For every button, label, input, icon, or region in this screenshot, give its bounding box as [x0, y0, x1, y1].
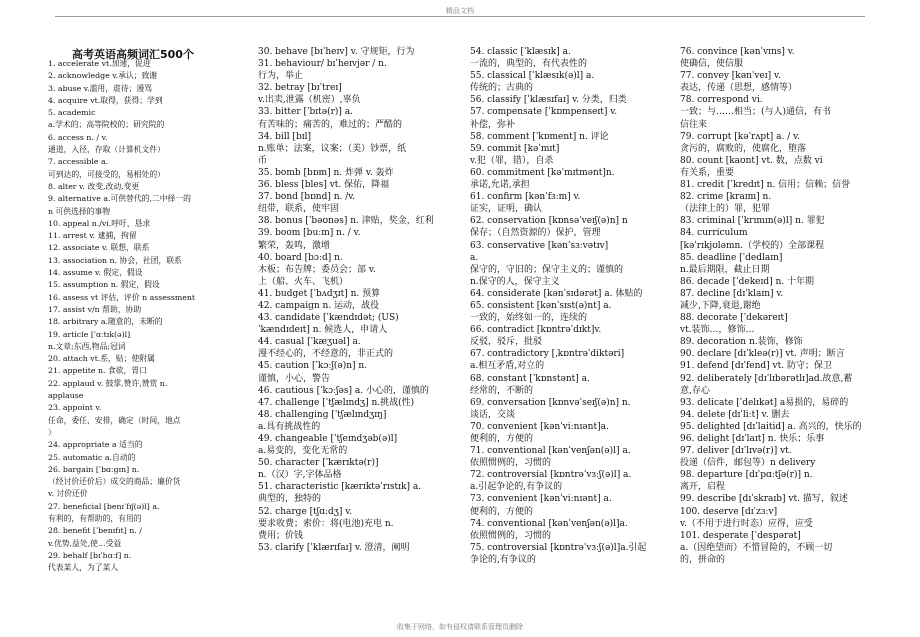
entry-gloss-line: 贪污的，腐败的，使腐化，堕落 — [680, 143, 807, 154]
vocab-entry: 24. appropriate a 适当的 — [48, 440, 143, 450]
vocab-entry: 20. attach vt.系，贴；使附属 — [48, 354, 155, 364]
vocab-entry: 17. assist v/n 帮助，协助 — [48, 304, 142, 314]
vocab-entry: 43. candidate [ˈkændɪdət; (US) — [258, 313, 399, 324]
vocab-entry: 70. convenient [kənˈviːnɪənt]a. — [470, 421, 609, 432]
entry-gloss-line: 离开，启程 — [680, 482, 726, 493]
entry-gloss-line: a.（因绝望而）不惜冒险的，不顾一切 — [680, 542, 833, 553]
entry-gloss-line: 通道，入径，存取（计算机文件） — [48, 145, 165, 155]
vocab-entry: 6. access n. / v. — [48, 132, 108, 142]
vocab-entry: 23. appoint v. — [48, 403, 102, 413]
entry-gloss-line: 反驳，驳斥，批驳 — [470, 337, 543, 348]
entry-gloss-line: a.具有挑战性的 — [258, 421, 321, 432]
vocab-entry: 100. deserve [dɪˈzɜːv] — [680, 506, 778, 517]
entry-gloss-line: 有关系，重要 — [680, 167, 735, 178]
entry-gloss-line: 币 — [258, 155, 268, 166]
entry-gloss-line: n.（汉）字,字体品格 — [258, 470, 342, 481]
entry-gloss-line: 便利的，方便的 — [470, 434, 534, 444]
vocab-entry: 27. beneficial [benɪˈfɪʃ(ə)l] a. — [48, 501, 160, 511]
entry-gloss-line: a.引起争论的,有争议的 — [470, 482, 563, 493]
vocab-entry: 62. conservation [kɒnsəˈveɪʃ(ə)n] n — [470, 216, 628, 227]
vocab-entry: 53. clarify [ˈklærɪfaɪ] v. 澄清，阐明 — [258, 542, 410, 553]
vocab-entry: 55. classical [ˈklæsɪk(ə)l] a. — [470, 71, 595, 82]
entry-gloss-line: v.（不用于进行时态）应得，应受 — [680, 518, 813, 529]
entry-gloss-line: 使确信，使信服 — [680, 59, 744, 70]
vocab-entry: 63. conservative [kənˈsɜːvətɪv] — [470, 240, 609, 251]
entry-gloss-line: 有苦味的；痛苦的，难过的；严酷的 — [258, 119, 403, 130]
entry-gloss-line: （法律上的）罪，犯罪 — [680, 204, 771, 215]
vocab-entry: 34. bill [bɪl] — [258, 131, 311, 142]
entry-gloss-line: 减少,下降,衰退,谢绝 — [680, 300, 761, 311]
entry-gloss-line: 一流的，典型的，有代表性的 — [470, 59, 588, 70]
vocab-entry: 48. challenging [ˈtʃælɪndʒɪŋ] — [258, 409, 387, 420]
page-header: 精品文档 — [446, 7, 474, 15]
vocab-entry: 67. contradictory [ˌkɒntrəˈdiktəri] — [470, 349, 625, 360]
vocab-entry: 73. convenient [kənˈviːnɪənt] a. — [470, 494, 612, 505]
vocab-entry: 56. classify [ˈklæsɪfaɪ] v. 分类，归类 — [470, 95, 627, 106]
vocab-entry: 93. delicate [ˈdelɪkət] a易损的，易碎的 — [680, 397, 849, 408]
entry-gloss-line: ） — [48, 427, 56, 437]
entry-gloss-line: 争论的,有争议的 — [470, 554, 536, 565]
vocab-entry: 52. charge [tʃɑːdʒ] v. — [258, 506, 353, 517]
vocab-entry: 72. controversial [kɒntrəˈvɜːʃ(ə)l] a. — [470, 470, 632, 481]
entry-gloss-line: 的，拼命的 — [680, 554, 726, 565]
vocab-entry: 95. delighted [dɪˈlaitid] a. 高兴的，快乐的 — [680, 421, 862, 432]
column-4 — [680, 46, 890, 566]
entry-gloss-line: 便利的，方便的 — [470, 506, 534, 517]
vocab-entry: 96. delight [dɪˈlaɪt] n. 快乐；乐事 — [680, 434, 825, 444]
vocab-entry: 26. bargain [ˈbɑːgɪn] n. — [48, 464, 140, 474]
entry-gloss-line: 费用；价钱 — [258, 530, 304, 541]
entry-gloss-line: 可到达的，可接受的，易相处的） — [48, 169, 165, 179]
vocab-entry: 59. commit [kəˈmɪt] — [470, 143, 560, 154]
vocab-entry: 89. decoration n.装饰，修饰 — [680, 337, 803, 348]
entry-gloss-line: [kəˈrɪkjʊləmn.（学校的）全部课程 — [680, 240, 825, 251]
vocab-entry: 60. commitment [kəˈmɪtmənt]n. — [470, 167, 615, 178]
vocab-entry: 22. applaud v. 鼓掌,赞许,赞赏 n. — [48, 378, 168, 388]
entry-gloss-line: 行为，举止 — [258, 71, 304, 82]
entry-gloss-line: n 可供选择的事物 — [48, 206, 111, 216]
vocab-entry: 13. association n. 协会，社团，联系 — [48, 255, 182, 265]
entry-gloss-line: 投递（信件，邮包等）n delivery — [680, 458, 816, 469]
vocab-entry: 84. curriculum — [680, 228, 748, 239]
vocab-entry: 15. assumption n. 假定，假设 — [48, 280, 160, 290]
entry-gloss-line: 木板；布告牌；委员会；部 v. — [258, 264, 376, 275]
vocab-entry: 51. characteristic [kærɪktəˈrɪstɪk] a. — [258, 482, 422, 493]
vocab-entry: 36. bless [bles] vt. 保佑，降福 — [258, 180, 390, 191]
entry-gloss-line: 要求收费；索价：将(电池)充电 n. — [258, 518, 394, 529]
vocab-entry: 98. departure [dɪˈpɑːtʃə(r)] n. — [680, 470, 813, 481]
entry-gloss-line: 依照惯例的，习惯的 — [470, 530, 552, 541]
entry-gloss-line: 表达，传递（思想，感情等） — [680, 83, 798, 94]
vocab-entry: 82. crime [kraɪm] n. — [680, 192, 772, 203]
entry-gloss-line: n.账单；法案，议案；（美）钞票，纸 — [258, 143, 407, 154]
entry-gloss-line: vt.装饰…，修饰… — [680, 325, 755, 336]
vocab-entry: 92. deliberately [dɪˈlɪbərətlɪ]ad.故意,蓄 — [680, 373, 853, 384]
document-title: 高考英语高频词汇500个 — [72, 48, 194, 61]
vocab-entry: 71. conventional [kənˈvenʃən(ə)l] a. — [470, 446, 631, 457]
vocab-entry: 83. criminal [ˈkrɪmɪn(ə)l] n. 罪犯 — [680, 216, 825, 227]
vocab-entry: 97. deliver [dɪˈlɪvə(r)] vt. — [680, 446, 792, 457]
vocab-entry: 7. accessible a. — [48, 157, 109, 167]
entry-gloss-line: 漫不经心的，不经意的，非正式的 — [258, 349, 394, 360]
vocab-entry: 57. compensate [ˈkɒmpenseɪt] v. — [470, 107, 618, 118]
vocab-entry: 68. constant [ˈkɒnstənt] a. — [470, 373, 590, 384]
vocab-entry: 30. behave [bɪˈheɪv] v. 守规矩，行为 — [258, 47, 415, 57]
vocab-entry: 80. count [kaʊnt] vt. 数，点数 vi — [680, 155, 823, 166]
entry-gloss-line: a.相互矛盾,对立的 — [470, 361, 545, 372]
vocab-entry: 86. decade [ˈdekeɪd] n. 十年期 — [680, 276, 814, 287]
vocab-entry: 66. contradict [kɒntrəˈdɪkt]v. — [470, 325, 602, 336]
vocab-entry: 94. delete [dɪˈliːt] v. 删去 — [680, 409, 790, 420]
entry-gloss-line: 谨慎，小心，警告 — [258, 373, 331, 384]
entry-gloss-line: 经常的，不断的 — [470, 385, 534, 396]
vocab-entry: 76. convince [kənˈvɪns] v. — [680, 47, 795, 57]
vocab-entry: 79. corrupt [kəˈrʌpt] a. / v. — [680, 131, 801, 142]
vocab-entry: 21. appetite n. 食欲，胃口 — [48, 366, 147, 376]
vocab-entry: 5. academic — [48, 108, 96, 118]
entry-gloss-line: 繁荣，轰鸣，激增 — [258, 240, 331, 251]
vocab-entry: 88. decorate [ˈdekəreɪt] — [680, 313, 788, 324]
vocab-entry: 9. alternative a.可供替代的,二中择一的 — [48, 194, 191, 204]
vocab-entry: 3. abuse v.滥用，虐待；谩骂 — [48, 83, 153, 93]
entry-gloss-line: 上（船、火车、飞机） — [258, 276, 349, 287]
entry-gloss-line: 谈话，交谈 — [470, 409, 516, 420]
entry-gloss-line: applause — [48, 391, 84, 401]
entry-gloss-line: 有利的，有帮助的，有用的 — [48, 513, 142, 523]
vocab-entry: 14. assume v. 假定，假设 — [48, 268, 143, 278]
vocab-entry: 44. casual [ˈkæʒuəl] a. — [258, 337, 361, 348]
vocab-entry: 81. credit [ˈkredɪt] n. 信用；信赖；信誉 — [680, 180, 851, 191]
vocab-entry: 28. benefit [ˈbenɪfɪt] n. / — [48, 526, 142, 536]
entry-gloss-line: n.保守的人，保守主义 — [470, 276, 560, 287]
entry-gloss-line: 典型的，独特的 — [258, 494, 322, 505]
vocab-entry: 45. caution [ˈkɔːʃ(ə)n] n. — [258, 361, 368, 372]
header-rule — [55, 16, 865, 17]
column-1 — [48, 58, 238, 574]
vocab-entry: 33. bitter [ˈbɪtə(r)] a. — [258, 107, 354, 118]
entry-gloss-line: a.易变的，变化无常的 — [258, 446, 348, 457]
vocab-entry: 11. arrest v. 逮捕，拘留 — [48, 231, 137, 241]
entry-gloss-line: 一致；与……相当；(与人)通信，有书 — [680, 107, 832, 118]
entry-gloss-line: 依照惯例的，习惯的 — [470, 458, 552, 469]
entry-gloss-line: 保存；（自然资源的）保护，管理 — [470, 228, 601, 239]
entry-gloss-line: 纽带，联系，使牢固 — [258, 204, 340, 215]
vocab-entry: 50. character [ˈkærɪktə(r)] — [258, 458, 379, 469]
entry-gloss-line: a.学术的；高等院校的；研究院的 — [48, 120, 165, 130]
entry-gloss-line: 补偿，弥补 — [470, 119, 516, 130]
vocab-entry: 47. challenge [ˈtʃælɪndʒ] n.挑战(性) — [258, 397, 415, 408]
vocab-entry: 40. board [bɔːd] n. — [258, 252, 343, 263]
entry-gloss-line: v.犯（罪，错），自杀 — [470, 155, 554, 166]
vocab-entry: 35. bomb [bɒm] n. 炸弹 v. 轰炸 — [258, 167, 394, 178]
vocab-entry: 39. boom [buːm] n. / v. — [258, 228, 361, 239]
vocab-entry: 90. declare [dɪˈkleə(r)] vt. 声明；断言 — [680, 349, 845, 360]
vocab-entry: 18. arbitrary a.随意的，未断的 — [48, 317, 163, 327]
entry-gloss-line: 意,存心 — [680, 385, 710, 396]
vocab-entry: 87. decline [dɪˈklaɪn] v. — [680, 288, 784, 299]
vocab-entry: 2. acknowledge v.承认；致谢 — [48, 71, 158, 81]
vocab-entry: 69. conversation [kɒnvəˈseɪʃ(ə)n] n. — [470, 397, 631, 408]
vocab-entry: 12. associate v. 联想，联系 — [48, 243, 150, 253]
vocab-entry: 75. controversial [kɒntrəˈvɜːʃ(ə)l]a.引起 — [470, 542, 647, 553]
vocab-entry: 61. confirm [kənˈfɜːm] v. — [470, 192, 581, 203]
entry-gloss-line: ˈkændɪdeɪt] n. 候选人，申请人 — [258, 325, 388, 336]
entry-gloss-line: n.文章;东西,物品;冠词 — [48, 341, 126, 351]
page-footer: 收集于网络，如有侵权请联系管理员删除 — [397, 623, 523, 631]
vocab-entry: 64. considerate [kənˈsɪdərət] a. 体贴的 — [470, 288, 643, 299]
vocab-entry: 99. describe [dɪˈskraɪb] vt. 描写，叙述 — [680, 494, 848, 505]
entry-gloss-line: 保守的，守旧的；保守主义的；谨慎的 — [470, 264, 624, 275]
entry-gloss-line: 信往来 — [680, 119, 708, 130]
vocab-entry: 101. desperate [ˈdespərət] — [680, 530, 801, 541]
entry-gloss-line: 传统的；古典的 — [470, 83, 534, 94]
vocab-entry: 19. article [ˈɑːtɪk(ə)l] — [48, 329, 131, 339]
entry-gloss-line: n.最后期限，截止日期 — [680, 264, 770, 275]
vocab-entry: 1. accelerate vt.加速，促进 — [48, 59, 151, 68]
vocab-entry: 54. classic [ˈklæsɪk] a. — [470, 47, 571, 57]
vocab-entry: 31. behaviour/ bɪˈheɪvjər / n. — [258, 59, 387, 70]
vocab-entry: 58. comment [ˈkɒment] n. 评论 — [470, 131, 609, 142]
vocab-entry: 42. campaign n. 运动，战役 — [258, 300, 380, 311]
vocab-entry: 77. convey [kənˈveɪ] v. — [680, 71, 781, 82]
vocab-entry: 65. consistent [kənˈsɪst(ə)nt] a. — [470, 300, 612, 311]
entry-gloss-line: 证实，证明，确认 — [470, 204, 543, 215]
vocab-entry: 37. bond [bɒnd] n. /v. — [258, 192, 356, 203]
column-2 — [258, 46, 468, 554]
vocab-entry: 74. conventional [kənˈvenʃən(ə)l]a. — [470, 518, 628, 529]
entry-gloss-line: a. — [470, 252, 479, 263]
vocab-entry: 8. alter v. 改变,改动,变更 — [48, 181, 140, 191]
entry-gloss-line: 代表某人，为了某人 — [48, 563, 119, 573]
entry-gloss-line: v.出卖,泄露（机密）,辜负 — [258, 95, 361, 106]
vocab-entry: 10. appeal n./vi.呼吁，恳求 — [48, 218, 151, 228]
vocab-entry: 16. assess vt 评估，评价 n assessment — [48, 292, 196, 302]
vocab-entry: 46. cautious [ˈkɔːʃəs] a. 小心的，谨慎的 — [258, 385, 429, 396]
vocab-entry: 29. behalf [bɪˈhɑːf] n. — [48, 550, 132, 560]
vocab-entry: 41. budget [ˈbʌdʒɪt] n. 预算 — [258, 288, 381, 299]
column-3 — [470, 46, 680, 566]
vocab-entry: 49. changeable [ˈtʃeɪndʒəb(ə)l] — [258, 434, 398, 444]
entry-gloss-line: （经讨价还价后）成交的商品；廉价货 — [48, 477, 181, 487]
vocab-entry: 32. betray [bɪˈtreɪ] — [258, 83, 342, 94]
vocab-entry: 85. deadline [ˈdedlaɪn] — [680, 252, 783, 263]
vocab-entry: 91. defend [dɪˈfend] vt. 防守；保卫 — [680, 361, 832, 372]
entry-gloss-line: v.优势,益处,使…受益 — [48, 538, 122, 548]
vocab-entry: 25. automatic a.自动的 — [48, 452, 136, 462]
entry-gloss-line: 任命，委任，安排，确定（时间，地点 — [48, 415, 181, 425]
vocab-entry: 38. bonus [ˈbəʊnəs] n. 津贴，奖金，红利 — [258, 216, 434, 227]
vocab-entry: 4. acquire vt.取得，获得；学到 — [48, 95, 163, 105]
entry-gloss-line: v. 讨价还价 — [48, 489, 88, 499]
vocab-entry: 78. correspond vi. — [680, 95, 763, 106]
entry-gloss-line: 承诺,允诺,承担 — [470, 180, 530, 191]
entry-gloss-line: 一致的，始终如一的，连续的 — [470, 313, 588, 324]
